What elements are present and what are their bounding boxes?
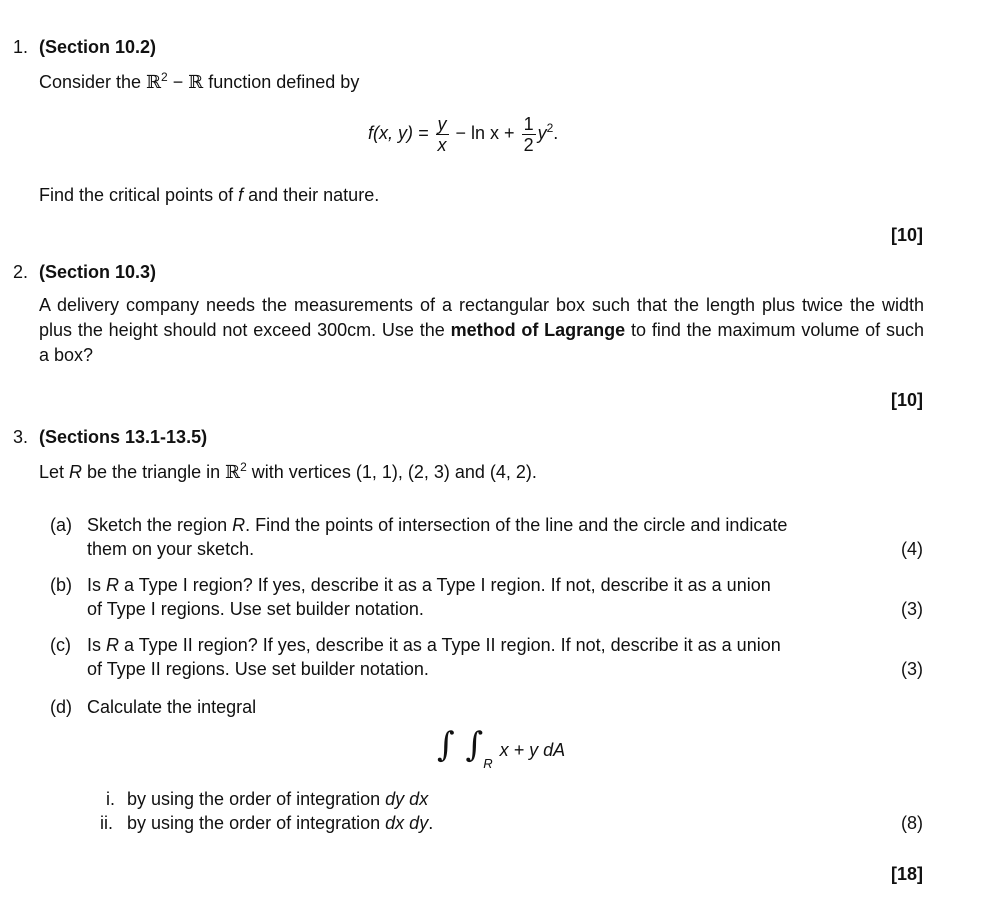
integral-body: x + y dA xyxy=(499,740,566,760)
q3-part-a-label: (a) xyxy=(50,515,72,535)
q1-number: 1. xyxy=(12,37,28,57)
q3-section: (Sections 13.1-13.5) xyxy=(39,427,208,447)
q1-intro: Consider the ℝ$^2$ − ℝ function defined by xyxy=(39,70,360,93)
q3-part-d-label: (d) xyxy=(50,697,72,717)
q3-sub-ii-text: by using the order of integration dx dy. xyxy=(127,813,434,833)
q3-part-c-marks: (3) xyxy=(901,659,923,679)
q3-part-b-line1: Is R a Type I region? If yes, describe it as a Type I region. If not, describe it as a union xyxy=(87,575,771,595)
q2-section: (Section 10.3) xyxy=(39,262,157,282)
q3-part-b-marks: (3) xyxy=(901,599,923,619)
q3-part-a-line1: Sketch the region R. Find the points of intersection of the line and the circle and indicate xyxy=(87,515,788,535)
q1-equation: f(x, y) = $\frac{y}{x}$ − ln x + $\frac{1}{2}$ $y^2$. xyxy=(368,113,559,155)
q1-task: Find the critical points of f and their nature. xyxy=(39,185,380,205)
q3-number: 3. xyxy=(12,427,28,447)
q3-sub-ii-marks: (8) xyxy=(901,813,923,833)
q3-sub-i-text: by using the order of integration dy dx xyxy=(127,789,429,809)
q3-intro: Let R be the triangle in ℝ$^2$ with vertices (1, 1), (2, 3) and (4, 2). xyxy=(39,460,537,483)
q3-sub-ii-label: ii. xyxy=(100,813,113,833)
q2-marks: [10] xyxy=(890,390,923,410)
q3-part-c-label: (c) xyxy=(50,635,71,655)
q3-part-a-marks: (4) xyxy=(901,539,923,559)
q2-number: 2. xyxy=(12,262,28,282)
q3-part-d-line1: Calculate the integral xyxy=(87,697,257,717)
q3-part-c-line2: of Type II regions. Use set builder notation. xyxy=(87,659,429,679)
q3-integral xyxy=(437,720,565,770)
q3-part-b-label: (b) xyxy=(50,575,72,595)
q3-part-c-line1: Is R a Type II region? If yes, describe it as a Type II region. If not, describe it as a union xyxy=(87,635,781,655)
q2-text: A delivery company needs the measurements of a rectangular box such that the length plus twice the width plus the height should not exceed 300cm. Use the method of Lagrange to find the maximum volume of such a box? xyxy=(39,295,925,365)
q3-part-b-line2: of Type I regions. Use set builder notation. xyxy=(87,599,424,619)
integral-region: R xyxy=(483,756,493,771)
q3-sub-i-label: i. xyxy=(106,789,115,809)
q3-marks: [18] xyxy=(890,864,923,884)
integral-signs: ∫ ∫ xyxy=(437,725,484,765)
q1-section: (Section 10.2) xyxy=(39,37,157,57)
q1-marks: [10] xyxy=(890,225,923,245)
q3-part-a-line2: them on your sketch. xyxy=(87,539,255,559)
